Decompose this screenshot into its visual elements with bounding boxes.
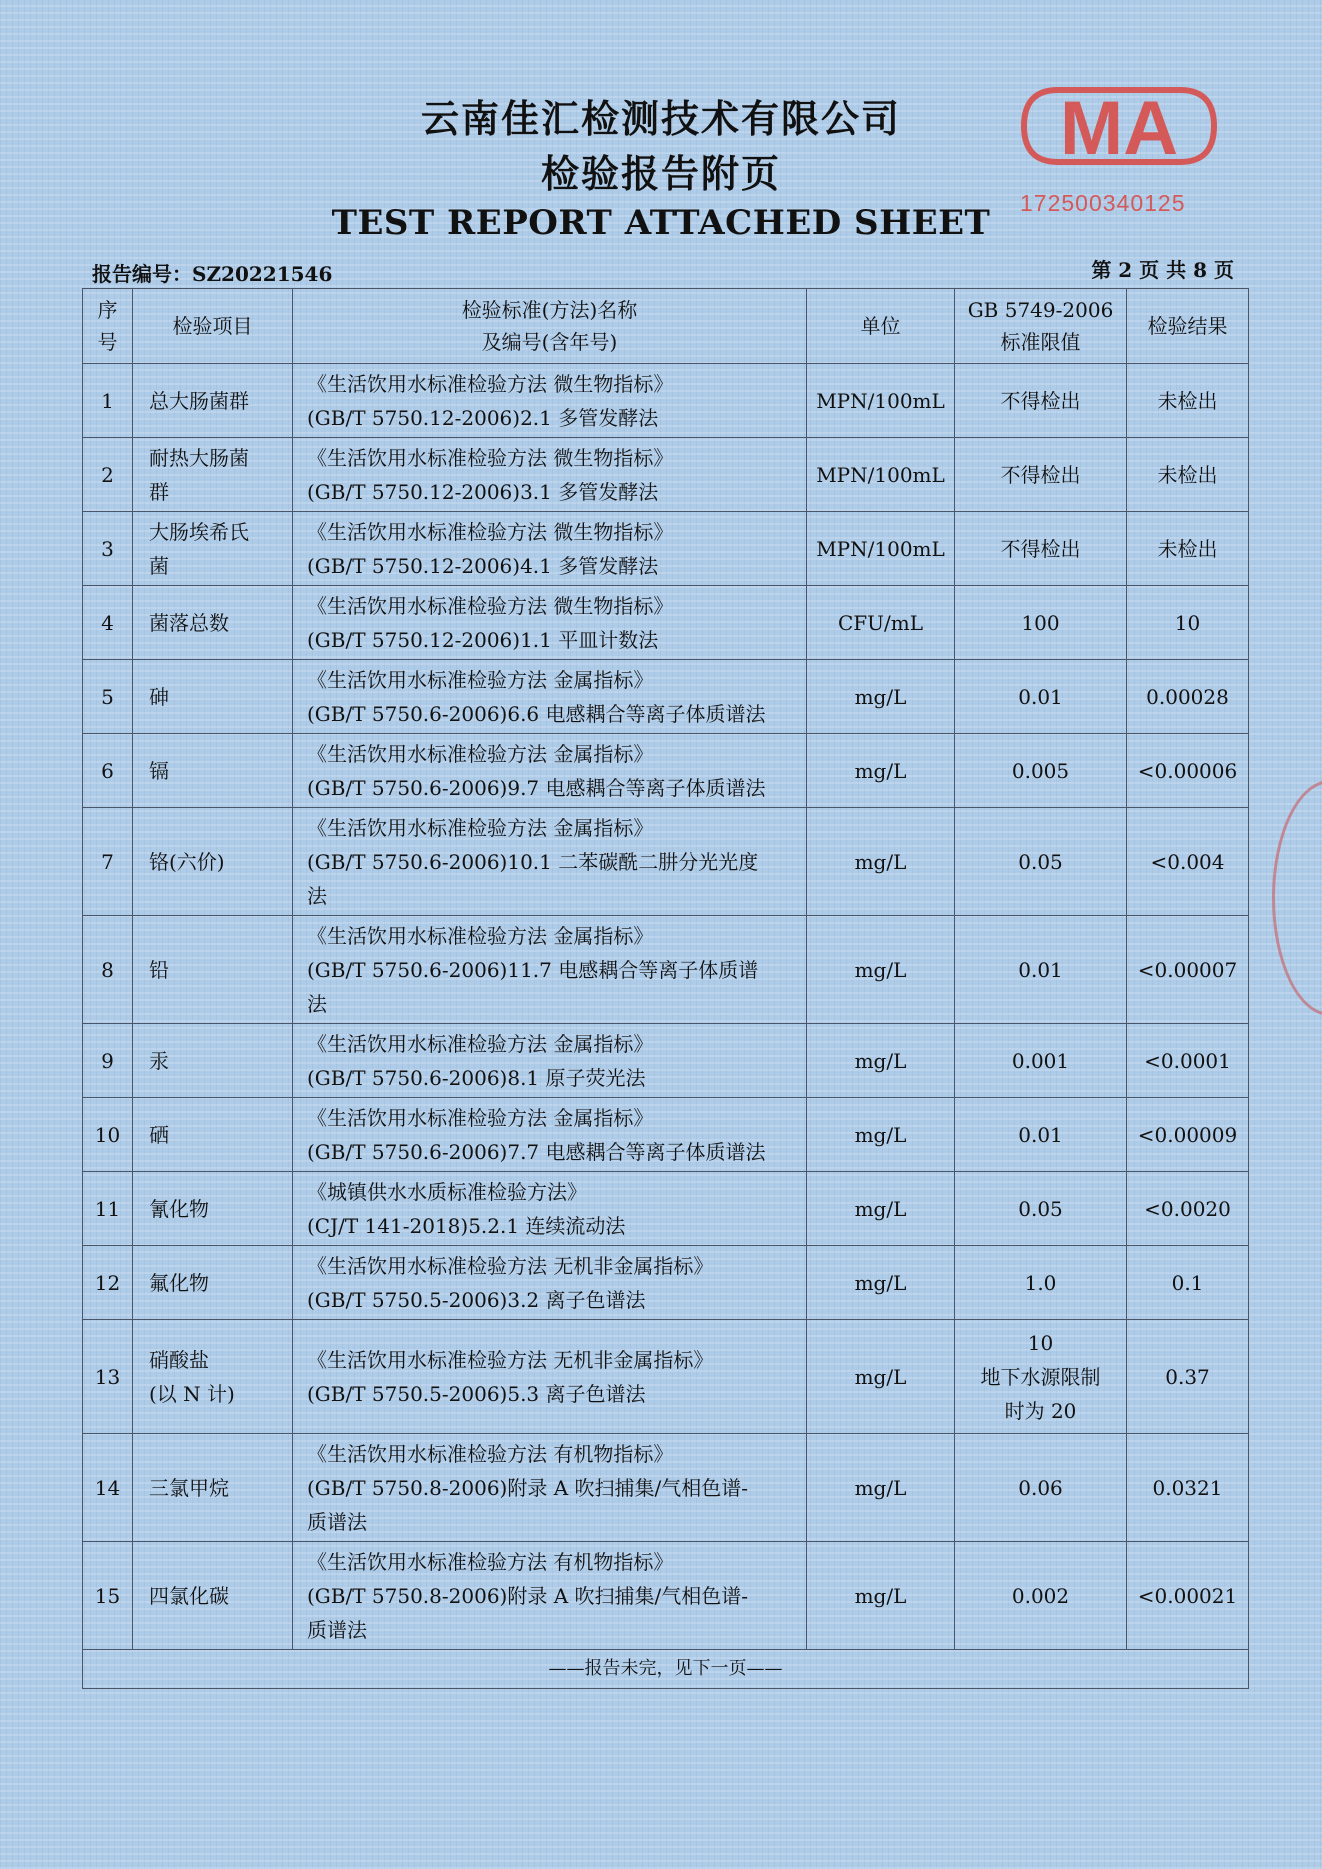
table-row bbox=[83, 512, 1249, 586]
cell-result: <0.00009 bbox=[1127, 1098, 1249, 1172]
cell-item: 菌落总数 bbox=[133, 586, 293, 660]
cell-standard: 《生活饮用水标准检验方法 金属指标》 (GB/T 5750.6-2006)6.6 电感耦合等离子体质谱法 bbox=[293, 660, 807, 734]
cell-unit: mg/L bbox=[807, 1098, 955, 1172]
cell-limit: 0.05 bbox=[955, 808, 1127, 916]
cell-unit: mg/L bbox=[807, 1172, 955, 1246]
results-table bbox=[82, 288, 1249, 1689]
table-row bbox=[83, 660, 1249, 734]
header-standard: 检验标准(方法)名称 及编号(含年号) bbox=[293, 289, 807, 364]
cell-seq: 9 bbox=[83, 1024, 133, 1098]
cell-item: 三氯甲烷 bbox=[133, 1434, 293, 1542]
cell-limit: 100 bbox=[955, 586, 1127, 660]
table-footer-row bbox=[83, 1650, 1249, 1689]
cell-seq: 11 bbox=[83, 1172, 133, 1246]
cell-seq: 4 bbox=[83, 586, 133, 660]
cell-result: 未检出 bbox=[1127, 364, 1249, 438]
seal-stamp-edge-icon bbox=[1272, 780, 1322, 1016]
cell-seq: 3 bbox=[83, 512, 133, 586]
table-row bbox=[83, 364, 1249, 438]
cell-limit: 0.005 bbox=[955, 734, 1127, 808]
cell-unit: mg/L bbox=[807, 660, 955, 734]
cell-item: 汞 bbox=[133, 1024, 293, 1098]
cell-standard: 《生活饮用水标准检验方法 金属指标》 (GB/T 5750.6-2006)8.1 原子荧光法 bbox=[293, 1024, 807, 1098]
cell-unit: MPN/100mL bbox=[807, 512, 955, 586]
cell-result: 未检出 bbox=[1127, 438, 1249, 512]
cell-standard: 《生活饮用水标准检验方法 无机非金属指标》 (GB/T 5750.5-2006)3.2 离子色谱法 bbox=[293, 1246, 807, 1320]
report-number: 报告编号：SZ20221546 bbox=[92, 262, 333, 286]
cell-unit: mg/L bbox=[807, 1024, 955, 1098]
cell-item: 硝酸盐 (以 N 计) bbox=[133, 1320, 293, 1434]
cell-item: 四氯化碳 bbox=[133, 1542, 293, 1650]
cell-item: 硒 bbox=[133, 1098, 293, 1172]
table-row bbox=[83, 808, 1249, 916]
table-header-row bbox=[83, 289, 1249, 364]
table-row bbox=[83, 1172, 1249, 1246]
table-row bbox=[83, 734, 1249, 808]
cell-standard: 《生活饮用水标准检验方法 有机物指标》 (GB/T 5750.8-2006)附录 A 吹扫捕集/气相色谱- 质谱法 bbox=[293, 1434, 807, 1542]
ma-certificate-number: 172500340125 bbox=[1020, 190, 1186, 216]
cell-standard: 《生活饮用水标准检验方法 金属指标》 (GB/T 5750.6-2006)10.1 二苯碳酰二肼分光光度 法 bbox=[293, 808, 807, 916]
cell-item: 总大肠菌群 bbox=[133, 364, 293, 438]
table-row bbox=[83, 1024, 1249, 1098]
cell-unit: mg/L bbox=[807, 916, 955, 1024]
cell-limit: 0.01 bbox=[955, 660, 1127, 734]
cell-limit: 1.0 bbox=[955, 1246, 1127, 1320]
cell-limit: 0.001 bbox=[955, 1024, 1127, 1098]
cell-limit: 0.06 bbox=[955, 1434, 1127, 1542]
header-result: 检验结果 bbox=[1127, 289, 1249, 364]
cell-limit: 不得检出 bbox=[955, 438, 1127, 512]
header-limit: GB 5749-2006 标准限值 bbox=[955, 289, 1127, 364]
cell-result: 0.0321 bbox=[1127, 1434, 1249, 1542]
ma-mark-text: MA bbox=[1059, 86, 1179, 171]
page-indicator: 第 2 页 共 8 页 bbox=[1091, 258, 1234, 282]
cell-unit: MPN/100mL bbox=[807, 364, 955, 438]
cell-unit: mg/L bbox=[807, 1542, 955, 1650]
cell-unit: mg/L bbox=[807, 1246, 955, 1320]
table-row bbox=[83, 1542, 1249, 1650]
header-unit: 单位 bbox=[807, 289, 955, 364]
cell-limit: 0.002 bbox=[955, 1542, 1127, 1650]
cell-standard: 《生活饮用水标准检验方法 微生物指标》 (GB/T 5750.12-2006)1.1 平皿计数法 bbox=[293, 586, 807, 660]
cell-standard: 《生活饮用水标准检验方法 无机非金属指标》 (GB/T 5750.5-2006)5.3 离子色谱法 bbox=[293, 1320, 807, 1434]
continued-note: ——报告未完，见下一页—— bbox=[83, 1650, 1249, 1689]
cell-unit: CFU/mL bbox=[807, 586, 955, 660]
cell-seq: 1 bbox=[83, 364, 133, 438]
cell-result: 未检出 bbox=[1127, 512, 1249, 586]
cell-seq: 8 bbox=[83, 916, 133, 1024]
cell-item: 耐热大肠菌 群 bbox=[133, 438, 293, 512]
table-row bbox=[83, 1246, 1249, 1320]
cell-result: 0.00028 bbox=[1127, 660, 1249, 734]
cell-seq: 13 bbox=[83, 1320, 133, 1434]
cell-result: <0.004 bbox=[1127, 808, 1249, 916]
table-row bbox=[83, 916, 1249, 1024]
cell-standard: 《生活饮用水标准检验方法 微生物指标》 (GB/T 5750.12-2006)3.1 多管发酵法 bbox=[293, 438, 807, 512]
cell-limit: 不得检出 bbox=[955, 512, 1127, 586]
table-row bbox=[83, 586, 1249, 660]
cell-limit: 0.01 bbox=[955, 916, 1127, 1024]
cell-limit: 10 地下水源限制 时为 20 bbox=[955, 1320, 1127, 1434]
cell-result: 0.1 bbox=[1127, 1246, 1249, 1320]
cell-standard: 《生活饮用水标准检验方法 微生物指标》 (GB/T 5750.12-2006)4.1 多管发酵法 bbox=[293, 512, 807, 586]
header-item: 检验项目 bbox=[133, 289, 293, 364]
cell-seq: 12 bbox=[83, 1246, 133, 1320]
english-title: TEST REPORT ATTACHED SHEET bbox=[331, 203, 991, 243]
cell-result: <0.00007 bbox=[1127, 916, 1249, 1024]
cell-limit: 0.01 bbox=[955, 1098, 1127, 1172]
cell-seq: 7 bbox=[83, 808, 133, 916]
cell-unit: mg/L bbox=[807, 1434, 955, 1542]
cell-standard: 《生活饮用水标准检验方法 金属指标》 (GB/T 5750.6-2006)9.7 电感耦合等离子体质谱法 bbox=[293, 734, 807, 808]
cell-unit: mg/L bbox=[807, 1320, 955, 1434]
cell-seq: 5 bbox=[83, 660, 133, 734]
table-row bbox=[83, 1098, 1249, 1172]
cell-limit: 0.05 bbox=[955, 1172, 1127, 1246]
cell-result: 0.37 bbox=[1127, 1320, 1249, 1434]
cell-standard: 《生活饮用水标准检验方法 微生物指标》 (GB/T 5750.12-2006)2.1 多管发酵法 bbox=[293, 364, 807, 438]
cell-item: 氟化物 bbox=[133, 1246, 293, 1320]
cell-unit: mg/L bbox=[807, 808, 955, 916]
cell-seq: 2 bbox=[83, 438, 133, 512]
company-name: 云南佳汇检测技术有限公司 bbox=[420, 96, 901, 141]
cell-result: 10 bbox=[1127, 586, 1249, 660]
cell-result: <0.0001 bbox=[1127, 1024, 1249, 1098]
cell-limit: 不得检出 bbox=[955, 364, 1127, 438]
cell-item: 砷 bbox=[133, 660, 293, 734]
cell-standard: 《城镇供水水质标准检验方法》 (CJ/T 141-2018)5.2.1 连续流动法 bbox=[293, 1172, 807, 1246]
cell-seq: 6 bbox=[83, 734, 133, 808]
table-row bbox=[83, 1434, 1249, 1542]
table-row bbox=[83, 1320, 1249, 1434]
header-seq: 序 号 bbox=[83, 289, 133, 364]
cell-result: <0.00006 bbox=[1127, 734, 1249, 808]
cell-standard: 《生活饮用水标准检验方法 金属指标》 (GB/T 5750.6-2006)7.7 电感耦合等离子体质谱法 bbox=[293, 1098, 807, 1172]
table-row bbox=[83, 438, 1249, 512]
cell-unit: mg/L bbox=[807, 734, 955, 808]
cell-unit: MPN/100mL bbox=[807, 438, 955, 512]
cell-item: 大肠埃希氏 菌 bbox=[133, 512, 293, 586]
cell-standard: 《生活饮用水标准检验方法 有机物指标》 (GB/T 5750.8-2006)附录 A 吹扫捕集/气相色谱- 质谱法 bbox=[293, 1542, 807, 1650]
cell-item: 铅 bbox=[133, 916, 293, 1024]
cell-item: 氰化物 bbox=[133, 1172, 293, 1246]
sheet-title: 检验报告附页 bbox=[540, 151, 781, 196]
cell-result: <0.0020 bbox=[1127, 1172, 1249, 1246]
cell-seq: 14 bbox=[83, 1434, 133, 1542]
cell-standard: 《生活饮用水标准检验方法 金属指标》 (GB/T 5750.6-2006)11.7 电感耦合等离子体质谱 法 bbox=[293, 916, 807, 1024]
cell-seq: 15 bbox=[83, 1542, 133, 1650]
cell-result: <0.00021 bbox=[1127, 1542, 1249, 1650]
cma-seal-icon bbox=[1018, 80, 1220, 172]
cell-item: 镉 bbox=[133, 734, 293, 808]
cell-item: 铬(六价) bbox=[133, 808, 293, 916]
cell-seq: 10 bbox=[83, 1098, 133, 1172]
